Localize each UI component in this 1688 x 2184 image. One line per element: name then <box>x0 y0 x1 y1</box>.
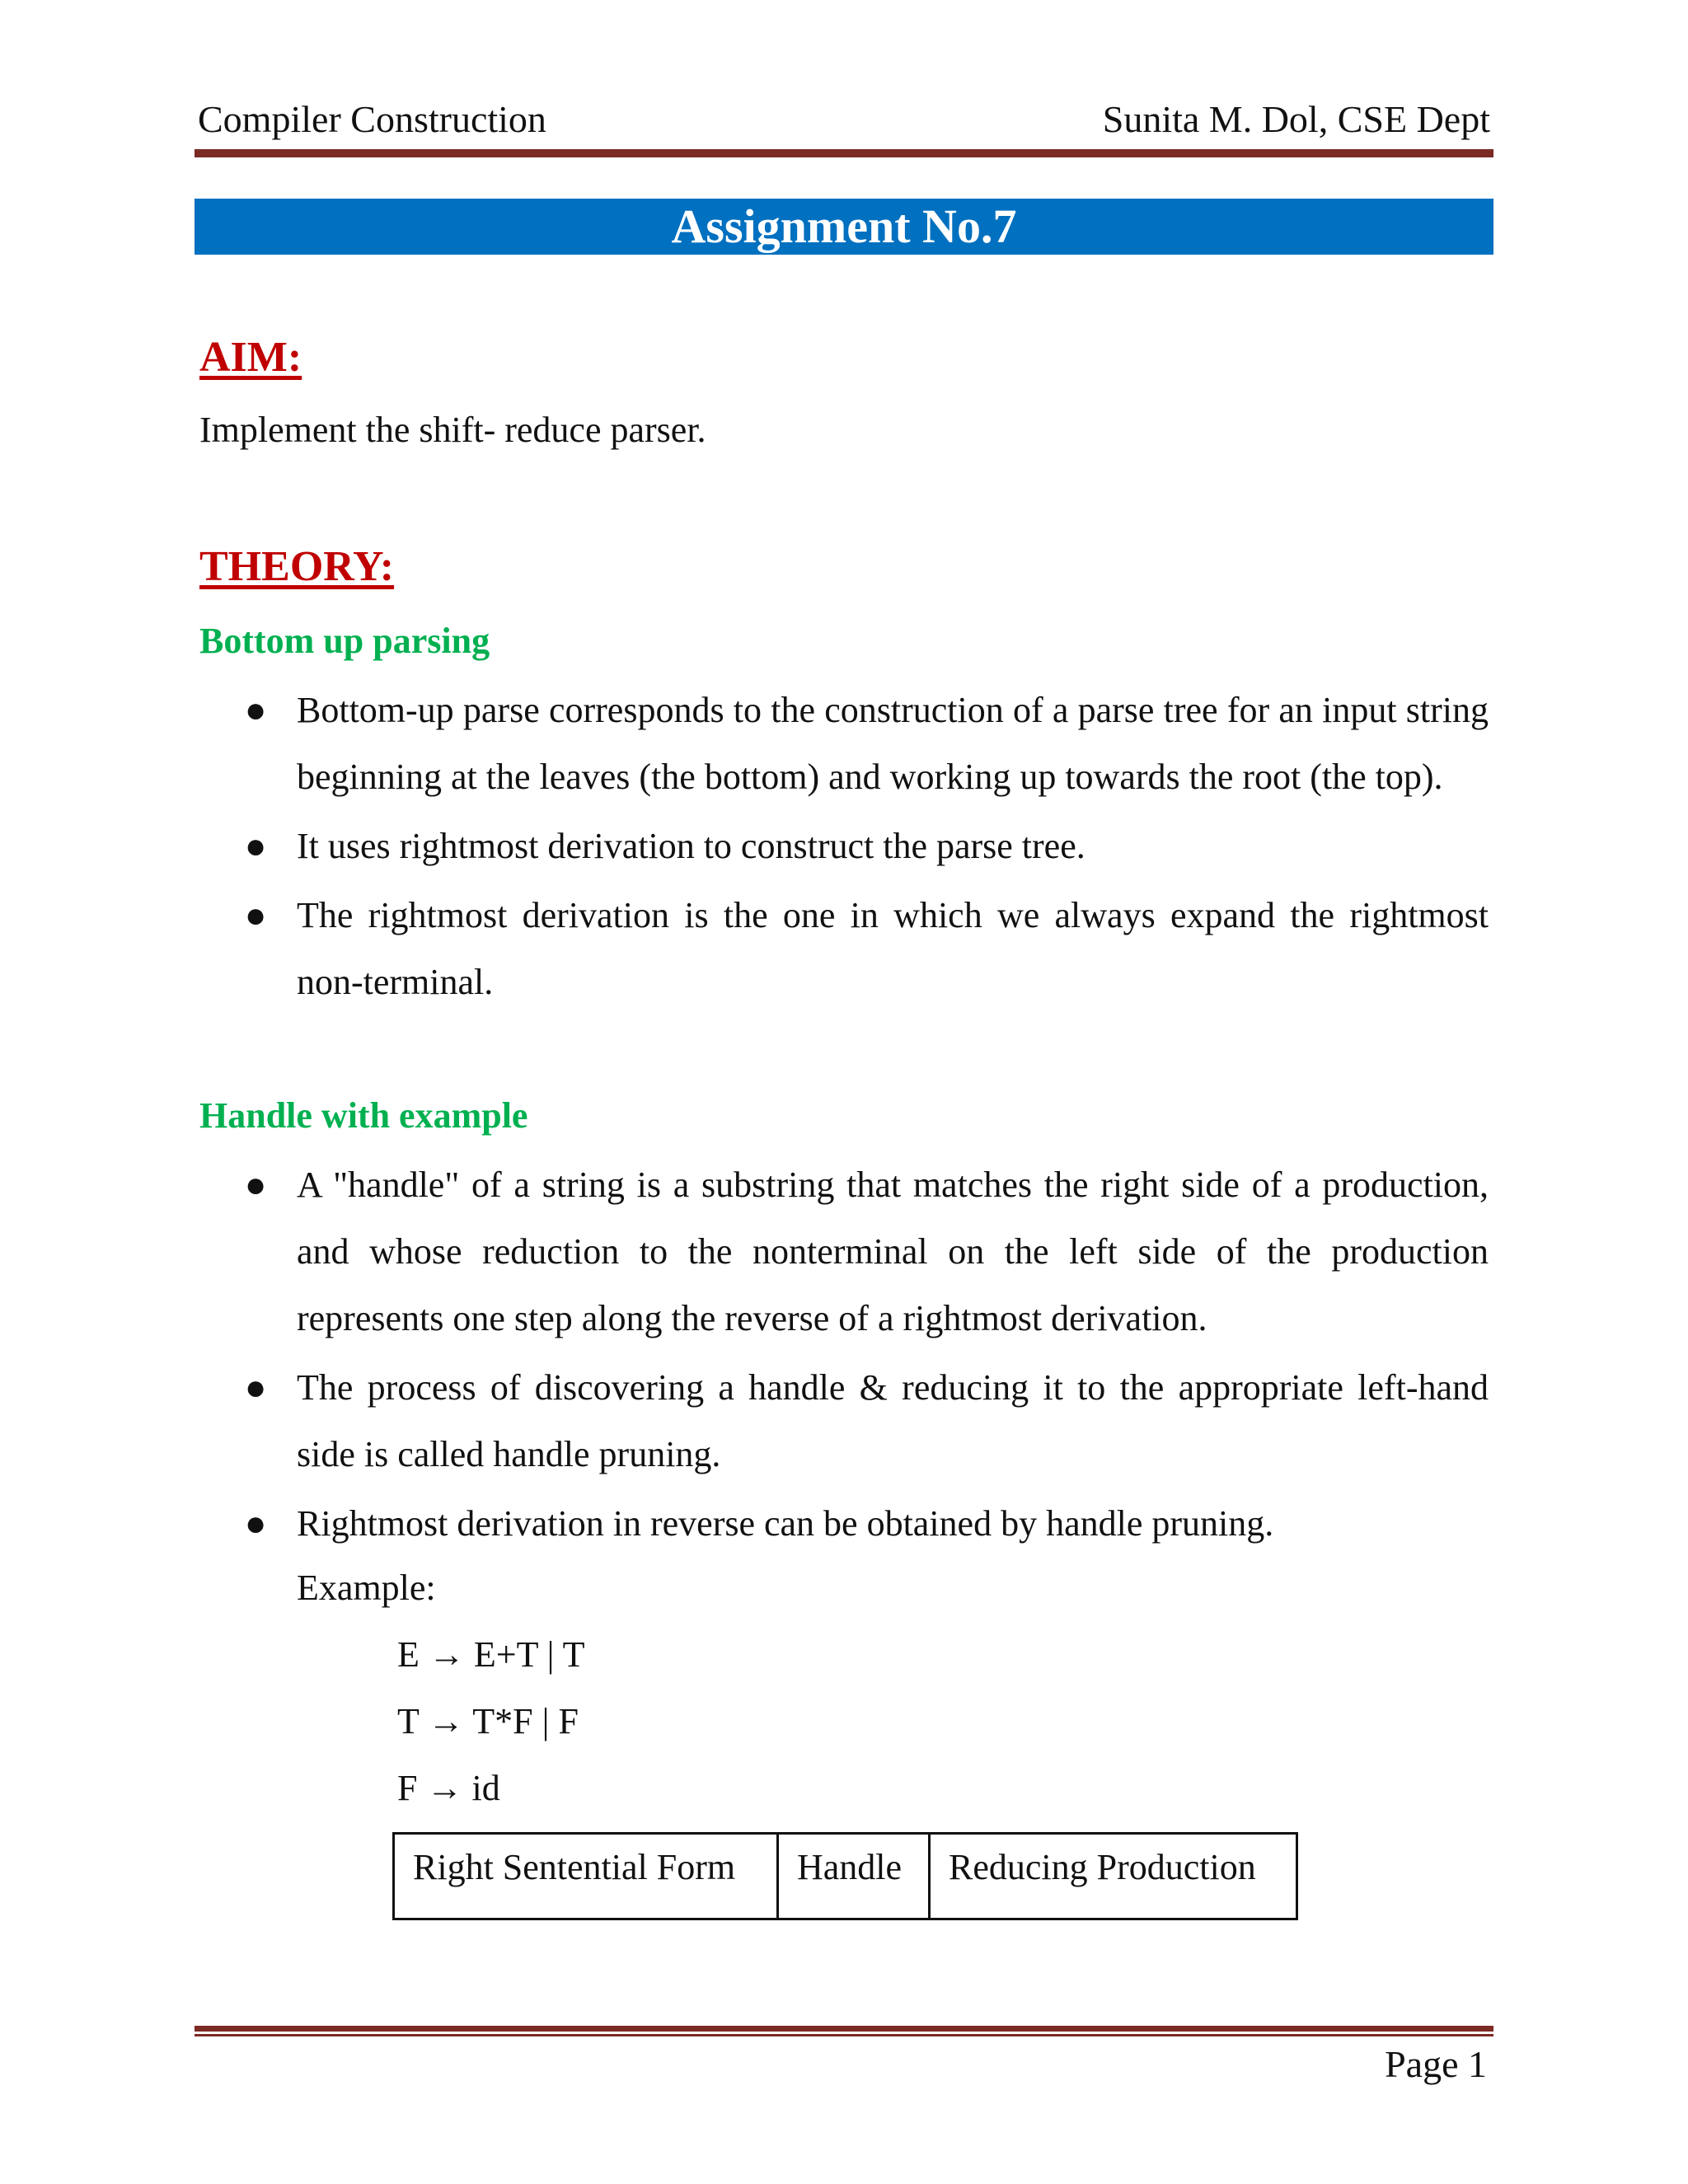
bullet-icon: ● <box>244 1503 267 1544</box>
bullet-text: Rightmost derivation in reverse can be obtained by handle pruning. <box>297 1503 1274 1544</box>
theory-heading: THEORY: <box>199 543 395 590</box>
aim-text: Implement the shift- reduce parser. <box>199 410 706 450</box>
header-rule <box>195 147 1493 157</box>
list-item <box>239 677 1489 810</box>
grammar-production: T → T*F | F <box>397 1701 579 1741</box>
bullet-text: A "handle" of a string is a substring that matches the right side of a production, and whose reduction to the nonterminal on the left side of the production represents one step along the reverse of a rightmost derivation. <box>297 1165 1489 1338</box>
footer-rule <box>195 2026 1493 2036</box>
list-item <box>239 813 1489 879</box>
assignment-title: Assignment No.7 <box>195 199 1493 255</box>
handle-bullet-list <box>239 1151 1489 1559</box>
table-header-cell: Reducing Production <box>930 1834 1297 1919</box>
grammar-productions <box>397 1621 585 1821</box>
table-header-row <box>394 1834 1297 1919</box>
header-author: Sunita M. Dol, CSE Dept <box>1102 98 1490 140</box>
example-label: Example: <box>297 1568 436 1608</box>
bullet-icon: ● <box>244 826 267 866</box>
table-header-cell: Right Sentential Form <box>394 1834 778 1919</box>
grammar-production: F → id <box>397 1768 500 1808</box>
page-number: Page 1 <box>1385 2043 1487 2085</box>
bottom-up-bullet-list <box>239 677 1489 1018</box>
list-item <box>239 882 1489 1015</box>
bullet-icon: ● <box>244 1165 267 1205</box>
aim-heading: AIM: <box>199 334 302 381</box>
bullet-text: It uses rightmost derivation to construct the parse tree. <box>297 826 1085 866</box>
table-header-cell: Handle <box>778 1834 930 1919</box>
page-header <box>198 97 1490 147</box>
handle-pruning-table <box>392 1832 1298 1920</box>
list-item <box>239 1354 1489 1488</box>
bullet-text: Bottom-up parse corresponds to the construction of a parse tree for an input string beginning at the leaves (the bottom) and working up towards the root (the top). <box>297 690 1489 797</box>
section-heading-bottom-up: Bottom up parsing <box>199 621 490 661</box>
grammar-production: E → E+T | T <box>397 1634 585 1675</box>
section-heading-handle: Handle with example <box>199 1095 528 1136</box>
bullet-text: The process of discovering a handle & reducing it to the appropriate left-hand side is called handle pruning. <box>297 1367 1489 1474</box>
bullet-icon: ● <box>244 690 267 730</box>
example-block <box>297 1554 585 1821</box>
bullet-icon: ● <box>244 1367 267 1408</box>
bullet-icon: ● <box>244 895 267 935</box>
header-course-title: Compiler Construction <box>198 98 546 140</box>
bullet-text: The rightmost derivation is the one in which we always expand the rightmost non-terminal. <box>297 895 1489 1002</box>
list-item <box>239 1490 1489 1557</box>
list-item <box>239 1151 1489 1352</box>
